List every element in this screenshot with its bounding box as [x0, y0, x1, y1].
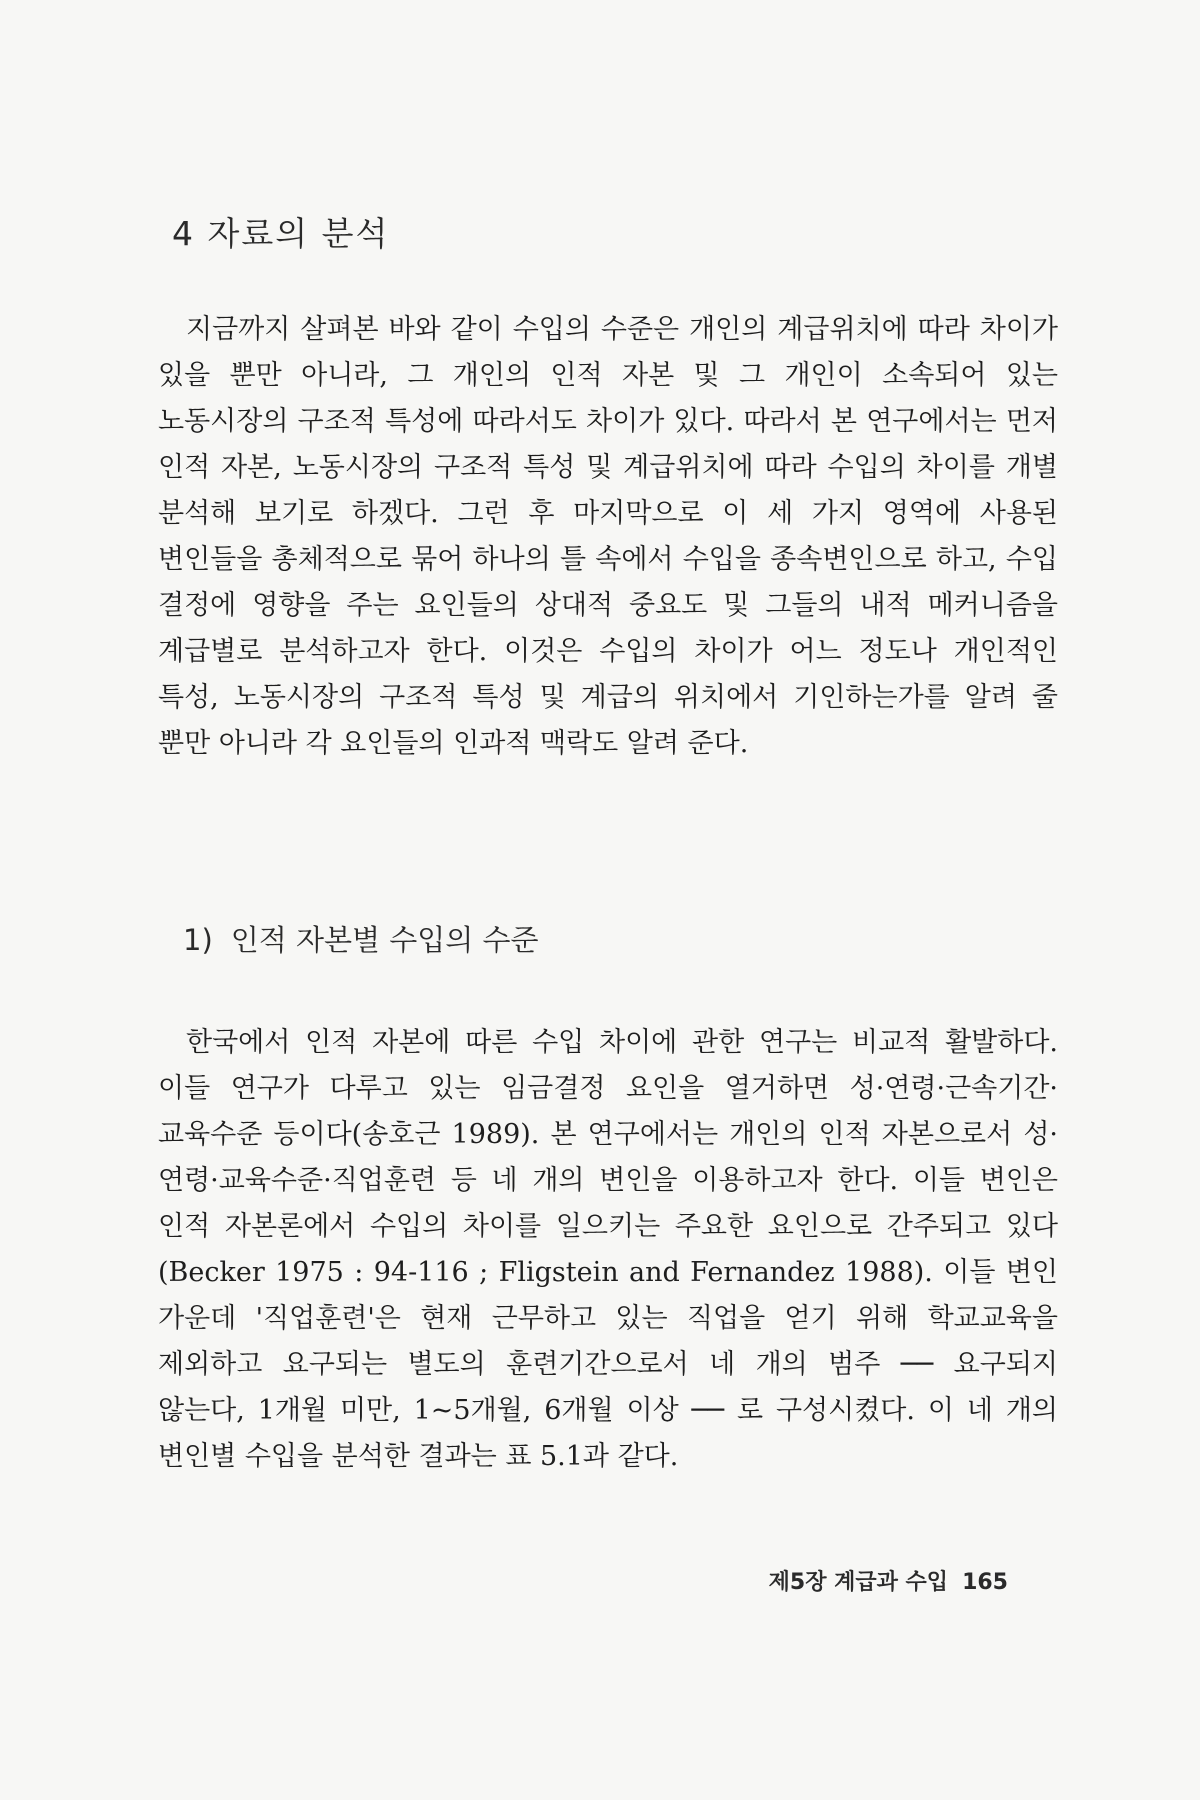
- subsection-heading: [183, 918, 539, 959]
- human-capital-paragraph: 한국에서 인적 자본에 따른 수입 차이에 관한 연구는 비교적 활발하다. 이들 연구가 다루고 있는 임금결정 요인을 열거하면 성·연령·근속기간·교육수준 등이다(송호근 1989). 본 연구에서는 개인의 인적 자본으로서 성·연령·교육수준·직업훈련 등 네 개의 변인을 이용하고자 한다. 이들 변인은 인적 자본론에서 수입의 차이를 일으키는 주요한 요인으로 간주되고 있다(Becker 1975 : 94-116 ; Fligstein and Fernandez 1988). 이들 변인 가운데 '직업훈련'은 현재 근무하고 있는 직업을 얻기 위해 학교교육을 제외하고 요구되는 별도의 훈련기간으로서 네 개의 범주 ── 요구되지 않는다, 1개월 미만, 1~5개월, 6개월 이상 ── 로 구성시켰다. 이 네 개의 변인별 수입을 분석한 결과는 표 5.1과 같다.: [158, 1027, 1058, 1472]
- running-chapter-title: 제5장 계급과 수입: [768, 1570, 949, 1595]
- subsection-title: 인적 자본별 수입의 수준: [230, 923, 539, 957]
- page-footer: [769, 1565, 1008, 1596]
- subsection-number: 1): [183, 923, 213, 957]
- page-number: 165: [962, 1570, 1008, 1595]
- section-heading: 4 자료의 분석: [172, 214, 390, 253]
- intro-paragraph: 지금까지 살펴본 바와 같이 수입의 수준은 개인의 계급위치에 따라 차이가 있을 뿐만 아니라, 그 개인의 인적 자본 및 그 개인이 소속되어 있는 노동시장의 구조적 특성에 따라서도 차이가 있다. 따라서 본 연구에서는 먼저 인적 자본, 노동시장의 구조적 특성 및 계급위치에 따라 수입의 차이를 개별 분석해 보기로 하겠다. 그런 후 마지막으로 이 세 가지 영역에 사용된 변인들을 총체적으로 묶어 하나의 틀 속에서 수입을 종속변인으로 하고, 수입 결정에 영향을 주는 요인들의 상대적 중요도 및 그들의 내적 메커니즘을 계급별로 분석하고자 한다. 이것은 수입의 차이가 어느 정도나 개인적인 특성, 노동시장의 구조적 특성 및 계급의 위치에서 기인하는가를 알려 줄 뿐만 아니라 각 요인들의 인과적 맥락도 알려 준다.: [158, 314, 1058, 759]
